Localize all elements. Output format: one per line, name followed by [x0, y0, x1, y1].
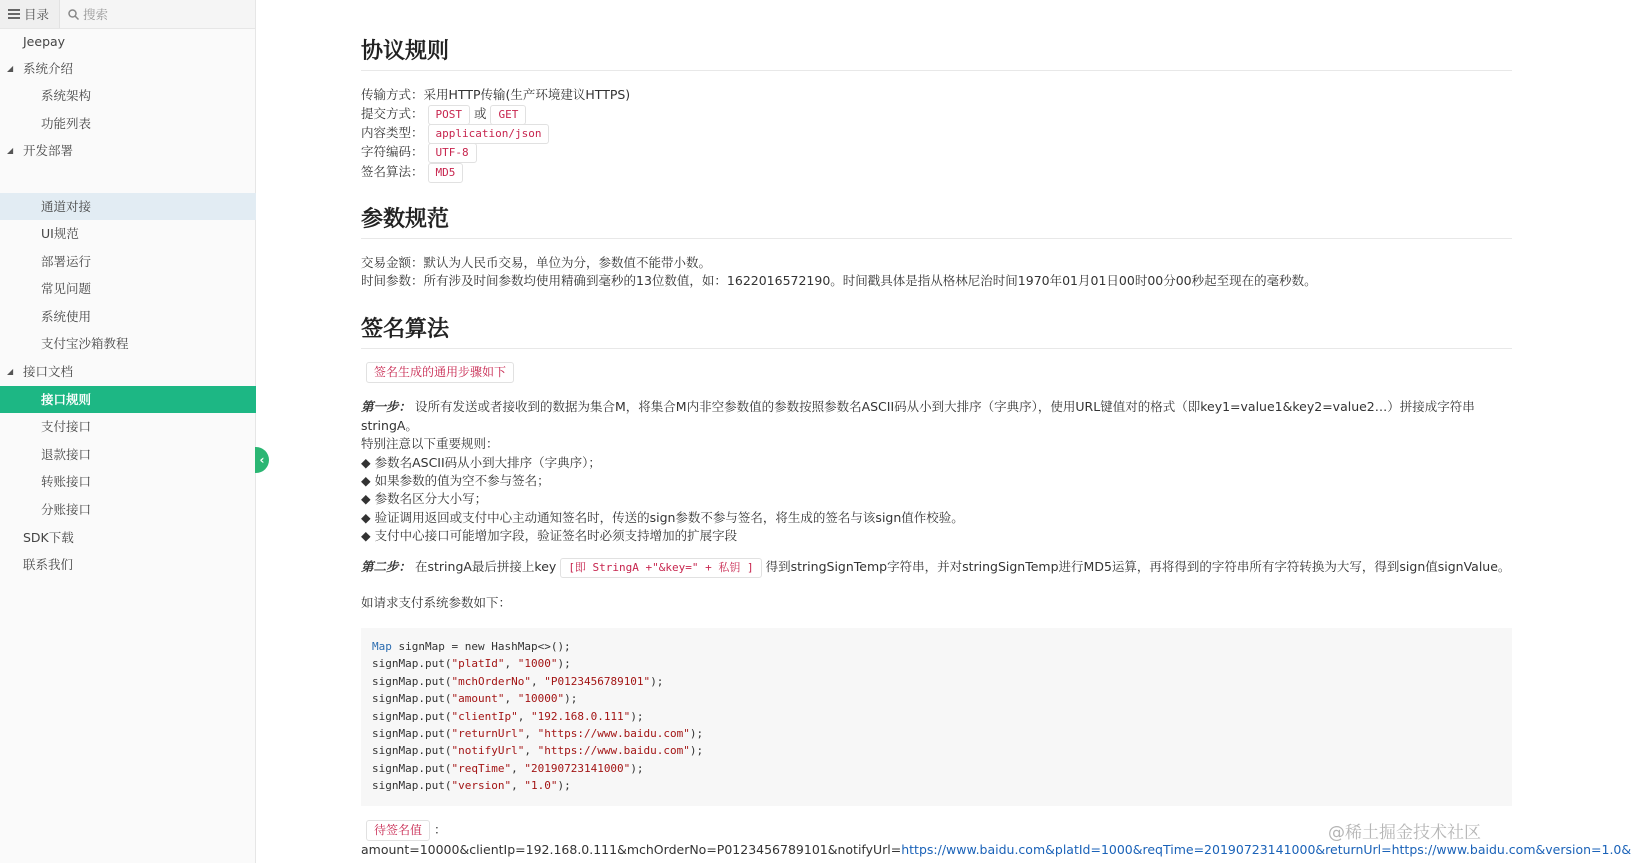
nav-label: 转账接口: [41, 474, 92, 489]
rule-item: ◆ 支付中心接口可能增加字段，验证签名时必须支持增加的扩展字段: [361, 528, 738, 543]
nav-label: 部署运行: [41, 254, 92, 269]
time-line: 时间参数：所有涉及时间参数均使用精确到毫秒的13位数值，如：1622016572190。时间戳具体是指从格林尼治时间1970年01月01日00时00分00秒起至现在的毫秒数。: [361, 273, 1317, 288]
chevron-left-icon: ‹: [259, 453, 265, 467]
sidebar-header: [0, 0, 255, 29]
rules-intro: 特别注意以下重要规则：: [361, 436, 499, 451]
code-line: signMap.put("mchOrderNo", "P0123456789101");: [372, 674, 664, 688]
expand-triangle-icon[interactable]: ◢: [7, 367, 14, 376]
nav-item-system-intro[interactable]: [0, 55, 256, 82]
nav-label: 支付宝沙箱教程: [41, 336, 129, 351]
step2-line: [361, 558, 1510, 580]
content-type-code: application/json: [428, 124, 550, 144]
search-placeholder: 搜索: [83, 7, 109, 22]
nav-item-deploy-run[interactable]: [0, 248, 256, 275]
step2-label: 第二步：: [361, 559, 412, 574]
code-line: signMap.put("reqTime", "20190723141000");: [372, 761, 644, 775]
pending-colon: ：: [434, 822, 447, 837]
sign-line: [361, 163, 463, 181]
submit-label: 提交方式：: [361, 106, 424, 121]
step2-pre: 在stringA最后拼接上key: [415, 559, 557, 574]
nav-item-alipay-sandbox[interactable]: [0, 330, 256, 357]
nav-item-contact[interactable]: [0, 551, 256, 578]
toc-label: 目录: [24, 7, 50, 22]
params-title: 参数规范: [361, 202, 1512, 239]
expand-triangle-icon[interactable]: ◢: [7, 146, 14, 155]
nav-label: 分账接口: [41, 502, 92, 517]
code-line: signMap.put("platId", "1000");: [372, 657, 571, 671]
nav-label: 联系我们: [23, 557, 74, 572]
toc-tab[interactable]: [0, 0, 60, 28]
nav-label: SDK下载: [23, 530, 74, 545]
nav-label: 开发部署: [23, 143, 74, 158]
nav-item-jeepay[interactable]: [0, 28, 256, 55]
charset-line: [361, 143, 477, 161]
example-intro: 如请求支付系统参数如下：: [361, 595, 512, 610]
nav-item-api-rules[interactable]: [0, 386, 256, 413]
nav-label: Jeepay: [23, 34, 66, 49]
nav-item-dev-deploy[interactable]: [0, 137, 256, 164]
nav-label: 系统介绍: [23, 61, 74, 76]
nav-item-features[interactable]: [0, 110, 256, 137]
search-icon: [68, 9, 79, 20]
nav-item-transfer-api[interactable]: [0, 468, 256, 495]
search-input[interactable]: [60, 0, 116, 28]
nav-item-split-api[interactable]: [0, 496, 256, 523]
post-code: POST: [428, 105, 471, 125]
code-line: signMap.put("returnUrl", "https://www.baidu.com");: [372, 727, 704, 741]
content-type-line: [361, 124, 549, 142]
nav-label: UI规范: [41, 226, 79, 241]
nav-item-api-docs[interactable]: [0, 358, 256, 385]
transport-label: 传输方式：: [361, 87, 424, 102]
pending-line: [366, 820, 447, 842]
nav-item-refund-api[interactable]: [0, 441, 256, 468]
code-line: signMap.put("amount", "10000");: [372, 692, 578, 706]
nav-item-pay-api[interactable]: [0, 413, 256, 440]
submit-line: [361, 105, 526, 123]
get-code: GET: [490, 105, 526, 125]
nav-label: 通道对接: [41, 199, 92, 214]
content-type-label: 内容类型：: [361, 125, 424, 140]
code-line: signMap.put("clientIp", "192.168.0.111");: [372, 709, 644, 723]
sign-label: 签名算法：: [361, 164, 424, 179]
pending-value: amount=10000&clientIp=192.168.0.111&mchOrderNo=P0123456789101&notifyUrl=: [361, 842, 902, 857]
nav-item-ui-spec[interactable]: [0, 220, 256, 247]
nav-label: 支付接口: [41, 419, 92, 434]
nav-label: 常见问题: [41, 281, 92, 296]
steps-tag: 签名生成的通用步骤如下: [366, 362, 514, 383]
code-block: [361, 628, 1512, 806]
nav-label: 接口规则: [41, 392, 92, 407]
charset-code: UTF-8: [428, 143, 477, 163]
nav-item-sdk[interactable]: [0, 524, 256, 551]
transport-value: 采用HTTP传输(生产环境建议HTTPS): [423, 87, 631, 102]
step1-line: [361, 398, 1475, 416]
rule-item: ◆ 参数名ASCII码从小到大排序（字典序）；: [361, 455, 601, 470]
step1-cont: stringA。: [361, 418, 418, 433]
main-content: [361, 0, 1631, 863]
step1-label: 第一步：: [361, 399, 412, 414]
rule-item: ◆ 验证调用返回或支付中心主动通知签名时，传送的sign参数不参与签名，将生成的签名与该sign值作校验。: [361, 510, 964, 525]
pending-tag: 待签名值: [366, 820, 430, 841]
steps-tag-line: [366, 362, 514, 384]
rule-item: ◆ 如果参数的值为空不参与签名；: [361, 473, 550, 488]
nav-label: 功能列表: [41, 116, 92, 131]
or-text: 或: [473, 106, 487, 121]
nav-item-system-usage[interactable]: [0, 303, 256, 330]
step2-code: [即 StringA +"&key=" + 私钥 ]: [560, 558, 761, 578]
sign-code: MD5: [428, 163, 464, 183]
protocol-title: 协议规则: [361, 34, 1512, 71]
nav-label: 系统架构: [41, 88, 92, 103]
list-icon: [8, 9, 20, 19]
code-line: signMap.put("notifyUrl", "https://www.baidu.com");: [372, 744, 704, 758]
nav-label: 系统使用: [41, 309, 92, 324]
nav-item-architecture[interactable]: [0, 82, 256, 109]
pending-value-line: [361, 841, 1631, 859]
step1-text: 设所有发送或者接收到的数据为集合M，将集合M内非空参数值的参数按照参数名ASCII码从小到大排序（字典序），使用URL键值对的格式（即key1=value1&key2=value2…）拼接成字符串: [415, 399, 1475, 414]
nav-item-faq[interactable]: [0, 275, 256, 302]
sidebar: [0, 0, 256, 863]
nav-label: 退款接口: [41, 447, 92, 462]
step2-post: 得到stringSignTemp字符串，并对stringSignTemp进行MD5运算，再将得到的字符串所有字符转换为大写，得到sign值signValue。: [765, 559, 1511, 574]
signature-title: 签名算法: [361, 312, 1512, 349]
expand-triangle-icon[interactable]: ◢: [7, 64, 14, 73]
nav-item-channel[interactable]: [0, 193, 256, 220]
nav-label: 接口文档: [23, 364, 74, 379]
code-line: Map signMap = new HashMap<>();: [372, 640, 571, 653]
code-line: signMap.put("version", "1.0");: [372, 779, 571, 793]
charset-label: 字符编码：: [361, 144, 424, 159]
amount-line: 交易金额：默认为人民币交易，单位为分，参数值不能带小数。: [361, 255, 712, 270]
watermark: @稀土掘金技术社区: [1328, 823, 1481, 843]
transport-line: [361, 86, 630, 104]
rule-item: ◆ 参数名区分大小写；: [361, 491, 488, 506]
collapse-sidebar-button[interactable]: [255, 447, 269, 473]
pending-value-link[interactable]: https://www.baidu.com&platId=1000&reqTime=20190723141000&returnUrl=https://www.baidu.com&version=1.0&: [901, 842, 1631, 857]
